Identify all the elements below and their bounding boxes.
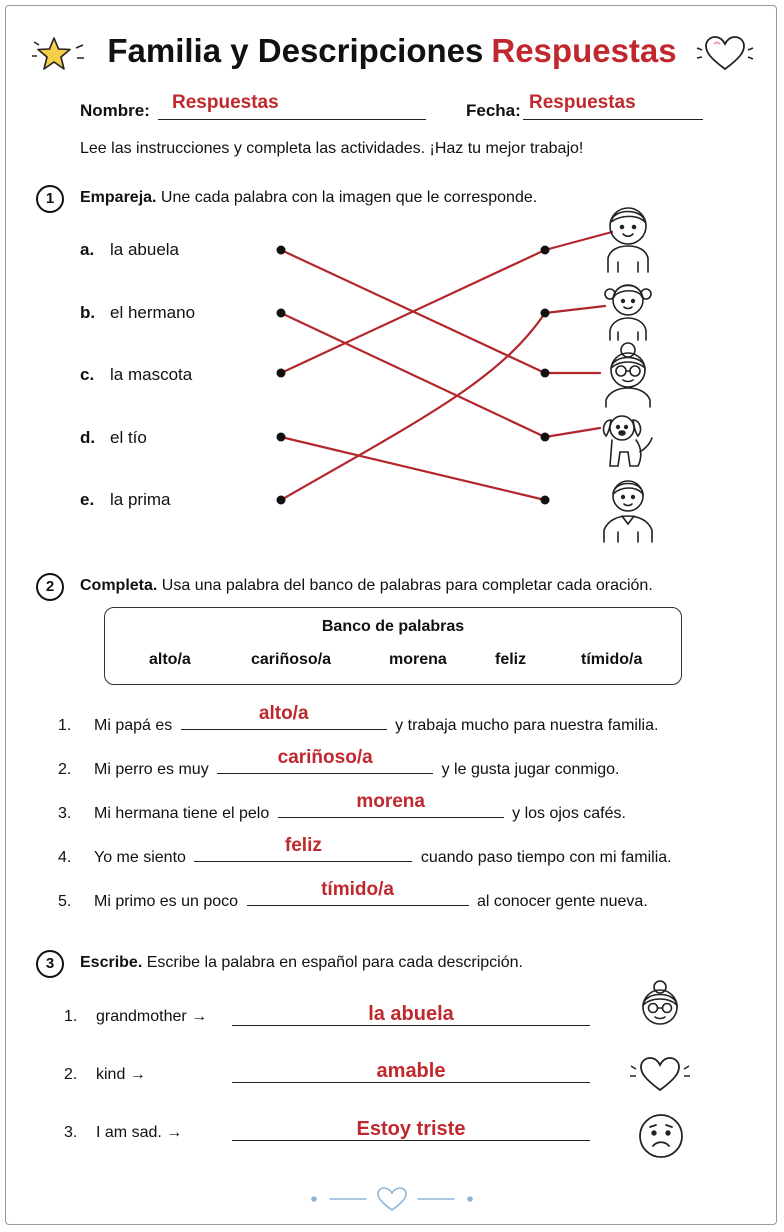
write-line-1[interactable] xyxy=(232,1003,590,1026)
sentence-4: 4. Yo me siento feliz cuando paso tiempo con mi familia. xyxy=(58,835,672,866)
page-title: Familia y Descripciones Respuestas xyxy=(107,32,677,69)
section-3-heading: Escribe. Escribe la palabra en español para cada descripción. xyxy=(80,954,523,971)
name-field[interactable] xyxy=(158,92,426,120)
write-line-3[interactable] xyxy=(232,1118,590,1141)
man-icon xyxy=(596,474,660,544)
dog-icon xyxy=(596,408,660,472)
date-label: Fecha: xyxy=(466,101,521,120)
match-item-a: a. la abuela xyxy=(80,240,180,259)
write-line-2[interactable] xyxy=(232,1060,590,1083)
sentence-3: 3. Mi hermana tiene el pelo morena y los ojos cafés. xyxy=(58,791,626,822)
heart-icon xyxy=(694,32,756,76)
word-bank-title: Banco de palabras xyxy=(321,618,465,635)
date-value: Respuestas xyxy=(529,92,636,113)
name-label: Nombre: xyxy=(80,101,150,120)
bank-word-4: feliz xyxy=(495,651,527,668)
blank-4[interactable]: feliz xyxy=(194,845,412,862)
date-field[interactable] xyxy=(523,92,703,120)
section-3-number: 3 xyxy=(36,950,64,978)
blank-5[interactable]: tímido/a xyxy=(247,889,469,906)
boy-icon xyxy=(596,200,660,274)
write-item-3: 3. I am sad. → xyxy=(64,1124,183,1141)
bank-word-5: tímido/a xyxy=(581,651,643,668)
sentence-5: 5. Mi primo es un poco tímido/a al conocer gente nueva. xyxy=(58,879,648,910)
sentence-2: 2. Mi perro es muy cariñoso/a y le gusta jugar conmigo. xyxy=(58,747,620,778)
section-2-number: 2 xyxy=(36,573,64,601)
blank-2[interactable]: cariñoso/a xyxy=(217,757,433,774)
bank-word-2: cariñoso/a xyxy=(251,651,332,668)
instructions: Lee las instrucciones y completa las actividades. ¡Haz tu mejor trabajo! xyxy=(80,140,584,157)
name-value: Respuestas xyxy=(172,92,279,113)
sad-face-icon xyxy=(636,1112,686,1160)
write-answer-3: Estoy triste xyxy=(356,1118,466,1140)
footer-ornament xyxy=(300,1184,484,1214)
match-item-b: b. el hermano xyxy=(80,303,196,322)
section-1-number: 1 xyxy=(36,185,64,213)
write-item-1: 1. grandmother → xyxy=(64,1008,208,1025)
word-bank xyxy=(104,607,682,685)
grandmother-icon xyxy=(596,340,660,408)
section-1-heading: Empareja. Une cada palabra con la imagen que le corresponde. xyxy=(80,189,538,206)
heart-icon xyxy=(628,1052,692,1096)
title-answer: Respuestas xyxy=(491,32,677,69)
bank-word-3: morena xyxy=(389,651,447,668)
girl-icon xyxy=(596,276,660,342)
section-2-heading: Completa. Usa una palabra del banco de palabras para completar cada oración. xyxy=(80,577,653,594)
bank-word-1: alto/a xyxy=(149,651,191,668)
write-answer-2: amable xyxy=(376,1060,446,1082)
write-item-2: 2. kind → xyxy=(64,1066,146,1083)
match-item-c: c. la mascota xyxy=(80,365,193,384)
blank-1[interactable]: alto/a xyxy=(181,713,387,730)
match-item-e: e. la prima xyxy=(80,490,171,509)
sentence-1: 1. Mi papá es alto/a y trabaja mucho para nuestra familia. xyxy=(58,703,659,734)
grandmother-icon xyxy=(630,978,690,1040)
blank-3[interactable]: morena xyxy=(278,801,504,818)
write-answer-1: la abuela xyxy=(368,1003,454,1025)
match-item-d: d. el tío xyxy=(80,428,147,447)
